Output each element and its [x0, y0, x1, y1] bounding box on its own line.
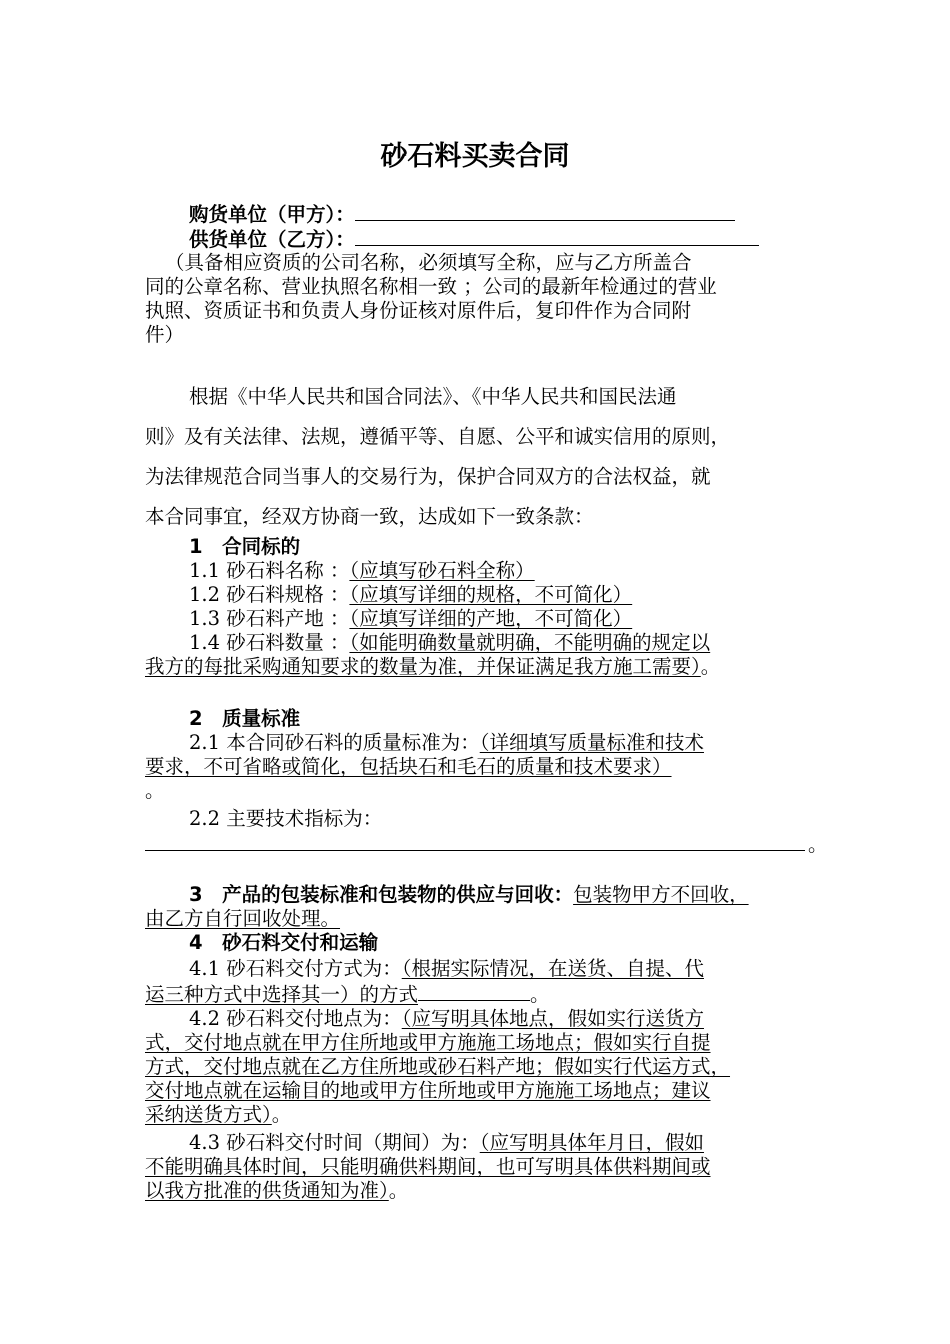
fill-in-value: 不能明确具体时间，只能明确供料期间，也可写明具体供料期间或 [145, 1155, 711, 1178]
fill-in-blank-line [145, 850, 805, 851]
clause-4-3 [189, 1131, 704, 1155]
clause-1-2 [189, 583, 632, 607]
fill-in-value: （详细填写质量标准和技术 [479, 731, 704, 754]
buyer-line [189, 201, 735, 227]
preamble-line: 根据《中华人民共和国合同法》、《中华人民共和国民法通 [189, 385, 677, 408]
clause-1-3 [189, 607, 632, 631]
buyer-blank [355, 201, 735, 221]
fill-in-value: 我方的每批采购通知要求的数量为准，并保证满足我方施工需要） [145, 655, 701, 678]
section-3 [189, 883, 749, 907]
fill-in-value: （应填写详细的产地，不可简化） [349, 607, 633, 630]
clause-label: 1.4 砂石料数量 ： [189, 631, 350, 654]
seller-label: 供货单位（乙方）： [189, 228, 355, 251]
preamble-line: 本合同事宜，经双方协商一致，达成如下一致条款： [145, 505, 594, 528]
clause-4-2-cont [145, 1031, 711, 1055]
fill-in-value: 要求，不可省略或简化，包括块石和毛石的质量和技术要求） [145, 755, 672, 778]
fill-in-value: （应写明具体地点，假如实行送货方 [401, 1007, 704, 1030]
section-3-heading: 3 产品的包装标准和包装物的供应与回收： [189, 883, 574, 906]
fill-in-value: 以我方批准的供货通知为准） [145, 1179, 389, 1202]
buyer-label: 购货单位（甲方）： [189, 203, 355, 226]
clause-label: 4.2 砂石料交付地点为： [189, 1007, 402, 1030]
clause-label: 1.3 砂石料产地 ： [189, 607, 350, 630]
clause-4-3-cont [145, 1179, 408, 1203]
clause-1-4 [189, 631, 710, 655]
clause-4-2-cont [145, 1055, 730, 1079]
section-4-heading: 4 砂石料交付和运输 [189, 931, 379, 954]
fill-in-value: （应填写砂石料全称） [349, 559, 535, 582]
fill-in-value: 式，交付地点就在甲方住所地或甲方施施工场地点；假如实行自提 [145, 1031, 711, 1054]
clause-4-3-cont [145, 1155, 711, 1179]
clause-4-2 [189, 1007, 704, 1031]
clause-2-1-end: 。 [145, 779, 165, 802]
clause-4-2-cont [145, 1079, 711, 1103]
period: 。 [700, 655, 721, 678]
clause-2-1-cont [145, 755, 672, 779]
clause-2-1 [189, 731, 704, 755]
period: 。 [388, 1179, 409, 1202]
section-3-cont [145, 907, 340, 931]
fill-in-value: 交付地点就在运输目的地或甲方住所地或甲方施施工场地点；建议 [145, 1079, 711, 1102]
clause-4-1 [189, 957, 704, 981]
section-1-heading: 1 合同标的 [189, 535, 301, 558]
clause-1-1 [189, 559, 535, 583]
qualification-note-line: 执照、资质证书和负责人身份证核对原件后，复印件作为合同附 [145, 299, 692, 322]
fill-in-value: （如能明确数量就明确，不能明确的规定以 [349, 631, 711, 654]
clause-label: 2.1 本合同砂石料的质量标准为： [189, 731, 480, 754]
preamble-line: 为法律规范合同当事人的交易行为，保护合同双方的合法权益，就 [145, 465, 711, 488]
clause-4-1-cont [145, 981, 550, 1007]
document-title: 砂石料买卖合同 [380, 141, 570, 172]
period: 。 [808, 833, 828, 856]
clause-label: 4.1 砂石料交付方式为： [189, 957, 402, 980]
fill-in-value: （应写明具体年月日，假如 [479, 1131, 704, 1154]
clause-label: 4.3 砂石料交付时间（期间）为： [189, 1131, 480, 1154]
fill-in-value: （根据实际情况，在送货、自提、代 [401, 957, 704, 980]
qualification-note-line: 同的公章名称、营业执照名称相一致 ；公司的最新年检通过的营业 [145, 275, 717, 298]
clause-label: 1.2 砂石料规格 ： [189, 583, 350, 606]
fill-in-value: 包装物甲方不回收， [573, 883, 749, 906]
clause-4-2-cont [145, 1103, 291, 1127]
period: 。 [530, 983, 550, 1006]
fill-in-value: 由乙方自行回收处理。 [145, 907, 341, 930]
fill-in-blank [418, 981, 530, 1001]
clause-1-4-cont [145, 655, 720, 679]
seller-blank [355, 226, 759, 246]
fill-in-value: 方式，交付地点就在乙方住所地或砂石料产地；假如实行代运方式， [145, 1055, 731, 1078]
fill-in-value: （应填写详细的规格，不可简化） [349, 583, 633, 606]
seller-line [189, 226, 759, 252]
qualification-note-line: 件） [145, 323, 185, 346]
preamble-line: 则》及有关法律、法规，遵循平等、自愿、公平和诚实信用的原则， [145, 425, 731, 448]
fill-in-value: 采纳送货方式） [145, 1103, 272, 1126]
section-2-heading: 2 质量标准 [189, 707, 301, 730]
clause-label: 1.1 砂石料名称 ： [189, 559, 350, 582]
period: 。 [271, 1103, 292, 1126]
clause-2-2: 2.2 主要技术指标为： [189, 807, 383, 830]
qualification-note-line: （具备相应资质的公司名称，必须填写全称，应与乙方所盖合 [165, 251, 692, 274]
fill-in-value: 运三种方式中选择其一）的方式 [145, 983, 419, 1006]
